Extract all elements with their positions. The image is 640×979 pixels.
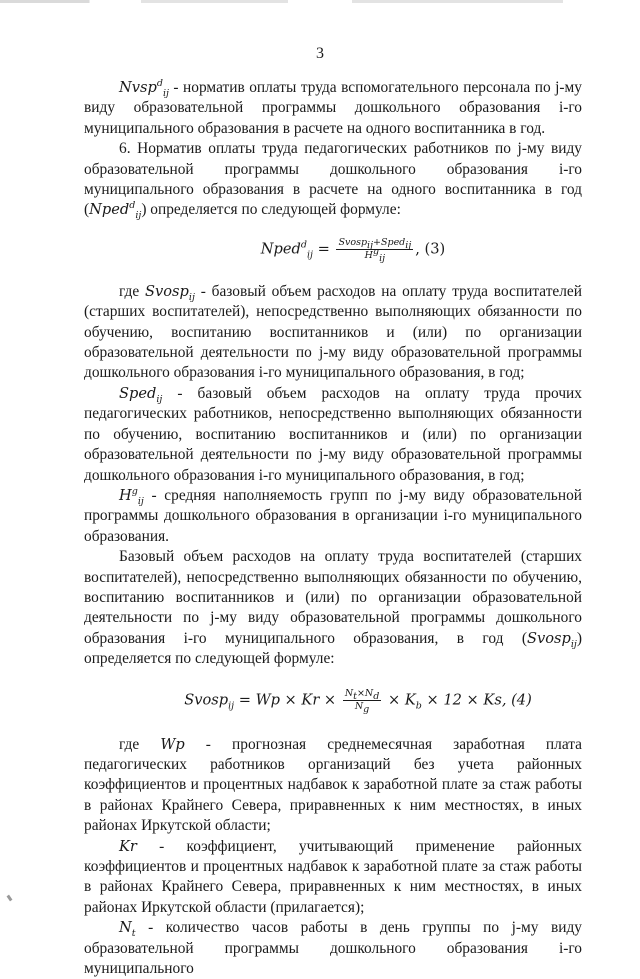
paragraph-kr-def: Kr - коэффициент, учитывающий применение районных коэффициентов и процентных надбавок к заработной плате за стаж работы в районах Крайнего Севера, приравненных к ним местностях, в иных районах Иркутской области (прилагается); bbox=[84, 837, 582, 916]
symbol-nped: Nped$^d_{ij}$ bbox=[89, 200, 142, 222]
document-body bbox=[84, 78, 582, 979]
paragraph-h-def: $H^g_{ij}$ - средняя наполняемость групп по j-му виду образовательной программы дошкольного образования в организации i-го муниципального образования. bbox=[84, 486, 582, 545]
symbol-nvsp: Nvsp$^d_{ij}$ bbox=[119, 78, 169, 99]
scan-artifact bbox=[0, 0, 640, 3]
page-number: 3 bbox=[316, 45, 324, 62]
scan-speck bbox=[7, 895, 13, 902]
formula-3-fraction: $\frac{Svosp_{ij}+Sped_{ij}}{H^g_{ij}}$ bbox=[338, 236, 412, 264]
paragraph-svosp-def: где Svosp$_{ij}$ - базовый объем расходов на оплату труда воспитателей (старших воспитателей), непосредственно выполняющих обязанности по обучению, воспитанию воспитанников и (или) по организации образовательной деятельности по j-му виду образовательной программы дошкольного образования i-го муниципального образования, в год; bbox=[84, 282, 582, 382]
paragraph-wp-def: где Wp - прогнозная среднемесячная заработная плата педагогических работников организаций без учета районных коэффициентов и процентных надбавок к заработной плате за стаж работы в районах Крайнего Севера, приравненных к ним местностях, в иных районах Иркутской области; bbox=[84, 735, 582, 835]
paragraph-sped-def: Sped$_{ij}$ - базовый объем расходов на оплату труда прочих педагогических работников, непосредственно выполняющих обязанности по обучению, воспитанию воспитанников и (или) по организации образовательной деятельности по j-му виду образовательной программы дошкольного образования i-го муниципального образования, в год; bbox=[84, 384, 582, 484]
paragraph-base-volume: Базовый объем расходов на оплату труда воспитателей (старших воспитателей), непосредственно выполняющих обязанности по обучению, воспитанию воспитанников и (или) по организации образовательной деятельности по j-му виду образовательной программы дошкольного образования i-го муниципального образования, в год (Svosp$_{ij}$) определяется по следующей формуле: bbox=[84, 548, 582, 668]
paragraph-6: 6. Норматив оплаты труда педагогических работников по j-му виду образовательной программы дошкольного образования i-го муниципального образования в расчете на одного воспитанника в год (Nped$^d_{ij}$) определяется по следующей формуле: bbox=[84, 140, 582, 222]
formula-4-fraction: $\frac{N_t\times N_d}{N_g}$ bbox=[344, 687, 380, 715]
paragraph-nvsp: Nvsp$^d_{ij}$ - норматив оплаты труда вспомогательного персонала по j-му виду образовательной программы дошкольного образования i-го муниципального образования в расчете на одного воспитанника в год. bbox=[84, 78, 582, 137]
formula-3: Nped$^d_{ij}$ = $\frac{Svosp_{ij}+Sped_{ij}}{H^g_{ij}}$ , (3) bbox=[260, 236, 446, 264]
paragraph-nt-def: $N_t$ - количество часов работы в день группы по j-му виду образовательной программы дошкольного образования i-го муниципального bbox=[84, 919, 582, 978]
formula-4: Svosp$_{ij}$ = Wp × Kr × $\frac{N_t\times N_d}{N_g}$ × $K_b \times 12 \times Ks$, (4) bbox=[184, 687, 532, 715]
